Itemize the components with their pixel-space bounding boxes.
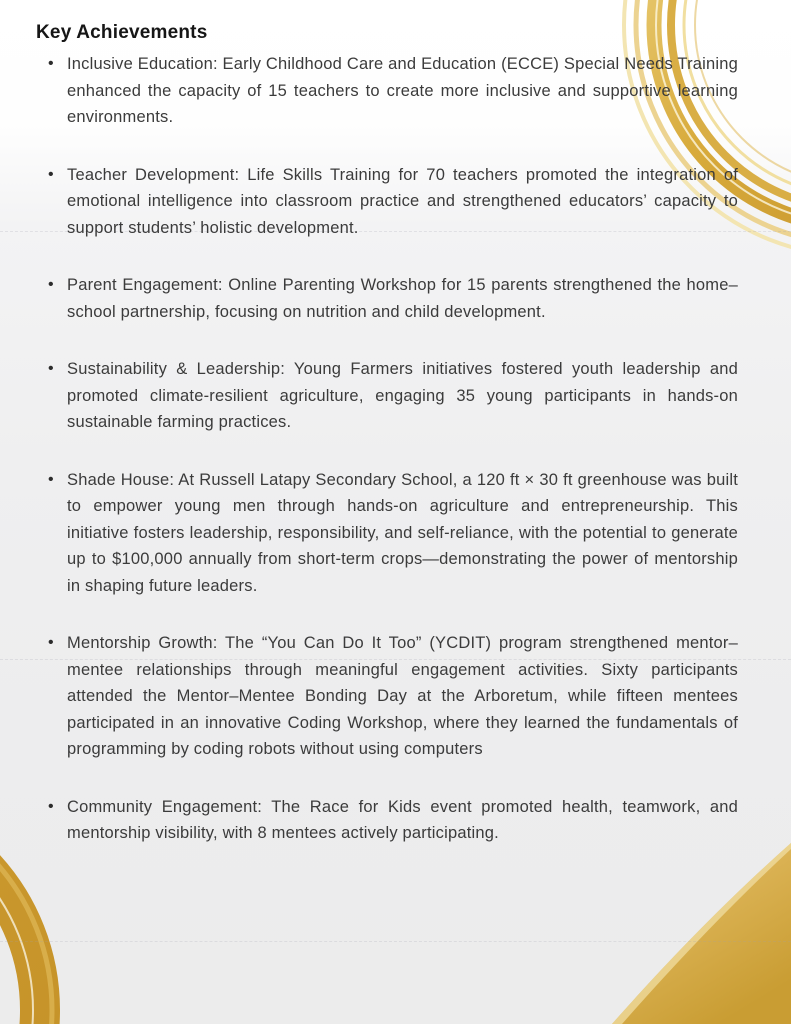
list-item-text: Inclusive Education: Early Childhood Care and Education (ECCE) Special Needs Training enhanced the capacity of 15 teachers to create more inclusive and supportive learning environments. [67,55,738,126]
list-item-sustainability-leadership [48,356,738,436]
gold-wedge-bottom-right-icon [612,843,791,1024]
bullet-dot-icon [48,467,54,494]
page-title: Key Achievements [36,22,208,43]
list-item-inclusive-education [48,51,738,131]
list-item-shade-house [48,467,738,600]
bullet-dot-icon [48,51,54,78]
bullet-dot-icon [48,162,54,189]
list-item-text: Parent Engagement: Online Parenting Workshop for 15 parents strengthened the home–school partnership, focusing on nutrition and child development. [67,276,738,321]
list-item-parent-engagement [48,272,738,325]
bullet-dot-icon [48,356,54,383]
bullet-dot-icon [48,794,54,821]
list-item-teacher-development [48,162,738,242]
list-item-text: Teacher Development: Life Skills Training for 70 teachers promoted the integration of emotional intelligence into classroom practice and strengthened educators’ capacity to support students’ holistic development. [67,165,738,237]
list-item-text: Sustainability & Leadership: Young Farmers initiatives fostered youth leadership and promoted climate-resilient agriculture, engaging 35 young participants in hands-on sustainable farming practices. [67,360,738,431]
bullet-dot-icon [48,272,54,299]
list-item-text: Mentorship Growth: The “You Can Do It Too” (YCDIT) program strengthened mentor–mentee relationships through meaningful engagement activities. Sixty participants attended the Mentor–Mentee Bonding Day at the Arboretum, while fifteen mentees participated in an innovative Coding Workshop, where they learned the fundamentals of programming by coding robots without using computers [67,634,738,758]
list-item-community-engagement [48,794,738,847]
bullet-dot-icon [48,630,54,657]
texture-line [0,941,791,942]
list-item-text: Community Engagement: The Race for Kids event promoted health, teamwork, and mentorship visibility, with 8 mentees actively participating. [67,797,738,842]
list-item-text: Shade House: At Russell Latapy Secondary School, a 120 ft × 30 ft greenhouse was built to empower young men through hands-on agriculture and entrepreneurship. This initiative fosters leadership, responsibility, and self-reliance, with the potential to generate up to $100,000 annually from short-term crops—demonstrating the power of mentorship in shaping future leaders. [67,470,738,595]
list-item-mentorship-growth [48,630,738,763]
achievements-list [48,51,755,847]
